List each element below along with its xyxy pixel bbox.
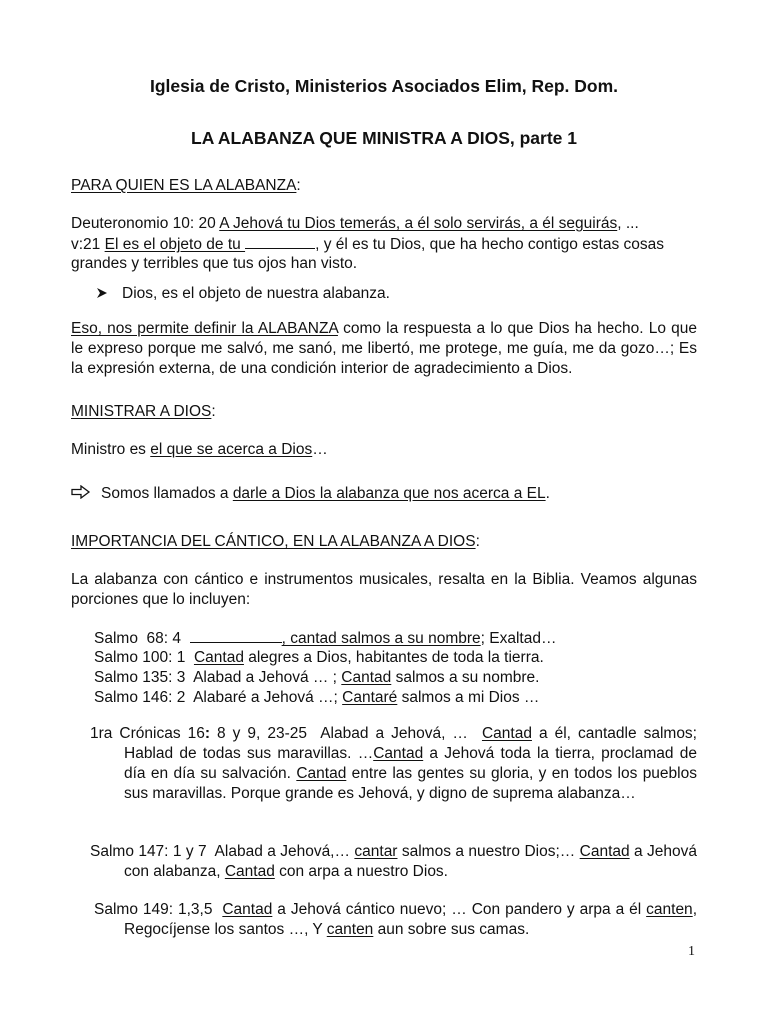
- page-number: 1: [688, 944, 695, 959]
- cronicas-text-a: 8 y 9, 23-25 Alabad a Jehová, …: [210, 725, 482, 742]
- v21-line: [71, 234, 664, 255]
- cronicas-paragraph: [90, 724, 697, 804]
- bullet-text: Dios, es el objeto de nuestra alabanza.: [122, 285, 390, 302]
- cronicas-text-d: entre las gentes su gloria, y en todos los pueblos sus maravillas. Porque grande es Jehová, y digno de suprema alabanza…: [124, 765, 697, 802]
- fill-in-blank: [190, 628, 282, 643]
- salmo-100-line: [94, 648, 544, 668]
- salmo-147-cantar: cantar: [354, 843, 398, 860]
- salmo-149-text-a: Salmo 149: 1,3,5: [94, 901, 223, 918]
- salmo-149-canten-2: canten: [326, 921, 374, 938]
- outline-arrow-icon: [71, 484, 101, 504]
- salmo-147-cantad-1: Cantad: [579, 843, 630, 860]
- arrow-post: .: [545, 485, 550, 502]
- cronicas-text-c: a Jehová toda la tierra, proclamad de día en día su salvación.: [124, 745, 697, 782]
- definition-rest: como la respuesta a lo que Dios ha hecho. Lo que le expreso porque me salvó, me sanó, me libertó, me protege, me guía, me da gozo…; Es la expresión externa, de una condición interior de agradecimiento a Dios.: [71, 320, 697, 377]
- doc-title: LA ALABANZA QUE MINISTRA A DIOS, parte 1: [191, 128, 577, 148]
- salmo-68-underlined: , cantad salmos a su nombre: [281, 630, 481, 647]
- section-heading-para-quien: [71, 176, 301, 196]
- salmo-147-cantad-2: Cantad: [224, 863, 275, 880]
- salmo-68-line: [94, 628, 556, 649]
- salmo-135-post: salmos a su nombre.: [391, 669, 540, 686]
- salmo-135-line: [94, 668, 539, 688]
- salmo-146-post: salmos a mi Dios …: [397, 689, 540, 706]
- salmo-147-paragraph: [90, 842, 697, 882]
- cronicas-cantad-2: Cantad: [373, 745, 424, 762]
- v21-ref: v:21: [71, 236, 105, 253]
- salmo-149-paragraph: [94, 900, 697, 940]
- salmo-146-line: [94, 688, 539, 708]
- heading-colon: :: [211, 403, 216, 420]
- org-title: Iglesia de Cristo, Ministerios Asociados Elim, Rep. Dom.: [149, 76, 619, 96]
- salmo-146-underlined: Cantaré: [342, 689, 398, 706]
- arrow-underlined: darle a Dios la alabanza que nos acerca a EL: [232, 485, 546, 502]
- deut-tail: , ...: [617, 215, 639, 232]
- arrowhead-bullet-icon: [96, 284, 122, 304]
- section-heading-text: PARA QUIEN ES LA ALABANZA: [71, 177, 297, 194]
- salmo-135-ref: Salmo 135: 3 Alabad a Jehová … ;: [94, 669, 342, 686]
- intro-paragraph: La alabanza con cántico e instrumentos musicales, resalta en la Biblia. Veamos algunas porciones que lo incluyen:: [71, 571, 697, 608]
- salmo-68-post: ; Exaltad…: [480, 630, 557, 647]
- salmo-149-canten-1: canten: [646, 901, 693, 918]
- salmo-149-text-c: , Regocíjense los santos …, Y: [124, 901, 697, 938]
- fill-in-blank: [245, 234, 315, 249]
- ministro-underlined: el que se acerca a Dios: [150, 441, 313, 458]
- salmo-147-text-d: con arpa a nuestro Dios.: [274, 863, 448, 880]
- cronicas-colon: :: [204, 725, 211, 742]
- section-heading-text: MINISTRAR A DIOS: [71, 403, 212, 420]
- v21-tail: , y él es tu Dios, que ha hecho contigo estas cosas: [315, 236, 665, 253]
- cronicas-cantad-1: Cantad: [481, 725, 532, 742]
- salmo-100-post: alegres a Dios, habitantes de toda la tierra.: [243, 649, 544, 666]
- salmo-100-underlined: Cantad: [193, 649, 244, 666]
- cronicas-cantad-3: Cantad: [296, 765, 347, 782]
- v21-underlined: El es el objeto de tu: [104, 236, 246, 253]
- v21-line2: grandes y terribles que tus ojos han visto.: [71, 255, 358, 272]
- definition-underlined: Eso, nos permite definir la ALABANZA: [71, 320, 338, 337]
- salmo-147-text-c: a Jehová con alabanza,: [124, 843, 698, 880]
- ministro-post: …: [312, 441, 328, 458]
- deut-verse-line: [71, 214, 697, 234]
- salmo-149-text-d: aun sobre sus camas.: [373, 921, 530, 938]
- cronicas-text-b: a él, cantadle salmos; Hablad de todas sus maravillas. …: [124, 725, 697, 762]
- section-heading-ministrar: [71, 402, 216, 422]
- ministro-line: [71, 440, 328, 460]
- salmo-100-ref: Salmo 100: 1: [94, 649, 194, 666]
- bullet-item: [96, 284, 390, 304]
- salmo-146-ref: Salmo 146: 2 Alabaré a Jehová …;: [94, 689, 343, 706]
- deut-ref: Deuteronomio 10: 20: [71, 215, 220, 232]
- definition-paragraph: [71, 319, 697, 379]
- heading-colon: :: [475, 533, 480, 550]
- salmo-135-underlined: Cantad: [341, 669, 392, 686]
- section-heading-importancia: [71, 532, 480, 552]
- cronicas-ref: 1ra Crónicas 16: [90, 725, 205, 742]
- arrow-line: [71, 484, 550, 504]
- arrow-pre: Somos llamados a: [101, 485, 233, 502]
- salmo-149-cantad: Cantad: [222, 901, 273, 918]
- section-heading-text: IMPORTANCIA DEL CÁNTICO, EN LA ALABANZA A DIOS: [71, 533, 476, 550]
- salmo-68-ref: Salmo 68: 4: [94, 630, 190, 647]
- heading-colon: :: [296, 177, 301, 194]
- salmo-149-text-b: a Jehová cántico nuevo; … Con pandero y arpa a él: [272, 901, 647, 918]
- salmo-147-text-a: Salmo 147: 1 y 7 Alabad a Jehová,…: [90, 843, 355, 860]
- salmo-147-text-b: salmos a nuestro Dios;…: [397, 843, 580, 860]
- ministro-pre: Ministro es: [71, 441, 151, 458]
- deut-quote: A Jehová tu Dios temerás, a él solo servirás, a él seguirás: [219, 215, 618, 232]
